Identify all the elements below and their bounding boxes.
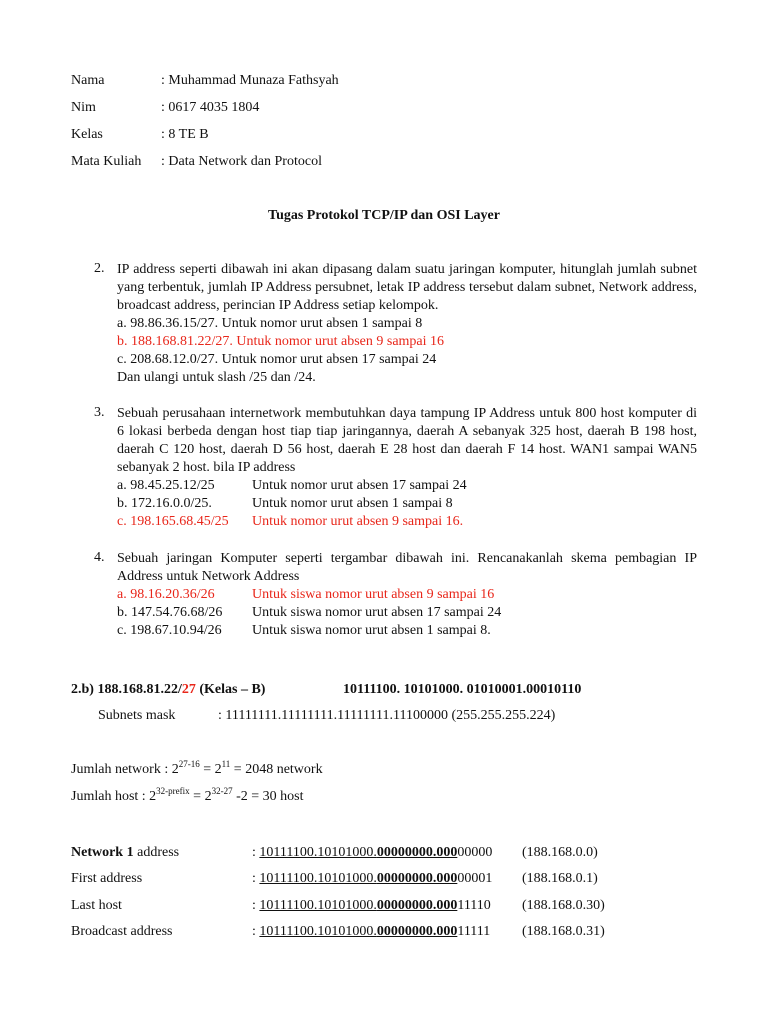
q4-option-c-ip: c. 198.67.10.94/26	[117, 623, 222, 638]
nim-label: Nim	[71, 100, 96, 115]
class-label: Kelas	[71, 127, 103, 142]
answer-heading-prefix: 27	[181, 682, 196, 697]
broadcast-address-label: Broadcast address	[71, 924, 173, 939]
colon: :	[252, 871, 260, 886]
q2-option-b: b. 188.168.81.22/27. Untuk nomor urut absen 9 sampai 16	[117, 334, 445, 349]
q2-number: 2.	[94, 261, 105, 276]
host-count	[71, 786, 304, 805]
nim-value: : 0617 4035 1804	[161, 100, 260, 115]
binary-value	[259, 871, 457, 886]
q4-text: Sebuah jaringan Komputer seperti tergambar dibawah ini. Rencanakanlah skema pembagian IP Address untuk Network Address	[117, 551, 697, 584]
binary-network-part: 10111100.10101000.	[259, 845, 377, 860]
q3-text: Sebuah perusahaan internetwork membutuhkan daya tampung IP Address untuk 800 host komputer di 6 lokasi berbeda dengan host tiap tiap jaringannya, daerah A sebanyak 325 host, daerah B 198 host, daerah C 120 host, daerah D 56 host, daerah E 28 host dan daerah F 14 host. WAN1 sampai WAN5 sebanyak 2 host. bila IP address	[117, 406, 697, 475]
address-row-value	[252, 845, 492, 861]
binary-host-part: 11111	[457, 924, 491, 939]
q4-option-b-ip: b. 147.54.76.68/26	[117, 605, 223, 620]
q2-text: IP address seperti dibawah ini akan dipasang dalam suatu jaringan komputer, hitunglah jumlah subnet yang terbentuk, jumlah IP Address persubnet, letak IP address tersebut dalam subnet, Network address, broadcast address, perincian IP Address setiap kelompok.	[117, 262, 697, 313]
address-row-label	[71, 898, 122, 914]
host-count-exp1: 32-prefix	[156, 786, 190, 796]
binary-subnet-part: 00000000.000	[376, 898, 458, 913]
q2-tail: Dan ulangi untuk slash /25 dan /24.	[117, 370, 316, 385]
subnet-mask-value: : 11111111.11111111.11111111.11100000 (255.255.255.224)	[218, 708, 556, 723]
q3-number: 3.	[94, 405, 105, 420]
q3-option-b-desc: Untuk nomor urut absen 1 sampai 8	[252, 496, 453, 511]
course-label: Mata Kuliah	[71, 154, 142, 169]
colon: :	[252, 898, 260, 913]
q2-option-a: a. 98.86.36.15/27. Untuk nomor urut absen 1 sampai 8	[117, 316, 423, 331]
q3-block	[117, 405, 697, 531]
binary-host-part: 00000	[457, 845, 493, 860]
host-count-exp2: 32-27	[211, 786, 233, 796]
first-address-label: First address	[71, 871, 143, 886]
address-row-decimal: (188.168.0.1)	[522, 871, 598, 886]
last-host-label: Last host	[71, 898, 122, 913]
course-value: : Data Network dan Protocol	[161, 154, 322, 169]
network-count-exp2: 11	[221, 759, 231, 769]
q4-option-a-desc: Untuk siswa nomor urut absen 9 sampai 16	[252, 587, 495, 602]
q4-option-a	[117, 586, 697, 604]
q3-option-c	[117, 513, 697, 531]
answer-heading	[71, 682, 265, 698]
q4-option-c-desc: Untuk siswa nomor urut absen 1 sampai 8.	[252, 623, 491, 638]
network-count-exp1: 27-16	[178, 759, 200, 769]
binary-subnet-part: 00000000.000	[376, 871, 458, 886]
network-label-rest: address	[133, 845, 180, 860]
answer-heading-ip: 2.b) 188.168.81.22/	[71, 682, 182, 697]
network-label-bold: Network 1	[71, 845, 134, 860]
name-label: Nama	[71, 73, 105, 88]
binary-subnet-part: 00000000.000	[376, 924, 458, 939]
q3-option-a-desc: Untuk nomor urut absen 17 sampai 24	[252, 478, 467, 493]
q4-option-b-desc: Untuk siswa nomor urut absen 17 sampai 24	[252, 605, 502, 620]
page-title: Tugas Protokol TCP/IP dan OSI Layer	[268, 208, 500, 223]
binary-host-part: 00001	[457, 871, 493, 886]
network-count-label: Jumlah network : 2	[71, 762, 179, 777]
address-row-decimal: (188.168.0.0)	[522, 845, 598, 860]
colon: :	[252, 924, 260, 939]
colon: :	[252, 845, 260, 860]
host-count-label: Jumlah host : 2	[71, 789, 157, 804]
address-row-value	[252, 871, 492, 887]
q3-option-b-ip: b. 172.16.0.0/25.	[117, 496, 212, 511]
q2-block	[117, 261, 697, 387]
q4-block	[117, 550, 697, 640]
network-count-result: = 2048 network	[230, 762, 323, 777]
address-row-decimal: (188.168.0.30)	[522, 898, 605, 913]
q3-option-b	[117, 495, 697, 513]
binary-subnet-part: 00000000.000	[376, 845, 458, 860]
binary-network-part: 10111100.10101000.	[259, 898, 377, 913]
address-row-value	[252, 924, 490, 940]
q3-option-a	[117, 477, 697, 495]
host-count-result: -2 = 30 host	[232, 789, 304, 804]
q2-option-c: c. 208.68.12.0/27. Untuk nomor urut absen 17 sampai 24	[117, 352, 437, 367]
q4-number: 4.	[94, 550, 105, 565]
binary-value	[259, 898, 457, 913]
host-count-mid: = 2	[189, 789, 212, 804]
q4-option-c	[117, 622, 697, 640]
binary-host-part: 11110	[457, 898, 491, 913]
binary-network-part: 10111100.10101000.	[259, 924, 377, 939]
answer-heading-binary: 10111100. 10101000. 01010001.00010110	[343, 682, 582, 697]
q3-option-a-ip: a. 98.45.25.12/25	[117, 478, 215, 493]
address-row-decimal: (188.168.0.31)	[522, 924, 605, 939]
q3-option-c-ip: c. 198.165.68.45/25	[117, 514, 229, 529]
binary-value	[259, 845, 457, 860]
answer-heading-class: (Kelas – B)	[195, 682, 266, 697]
q4-option-b	[117, 604, 697, 622]
network-count	[71, 759, 323, 778]
name-value: : Muhammad Munaza Fathsyah	[161, 73, 339, 88]
address-row-label	[71, 924, 172, 940]
binary-network-part: 10111100.10101000.	[259, 871, 377, 886]
address-row-label	[71, 871, 142, 887]
address-row-value	[252, 898, 491, 914]
class-value: : 8 TE B	[161, 127, 209, 142]
subnet-mask-label: Subnets mask	[98, 708, 176, 723]
q3-option-c-desc: Untuk nomor urut absen 9 sampai 16.	[252, 514, 464, 529]
network-count-mid: = 2	[199, 762, 222, 777]
binary-value	[259, 924, 457, 939]
address-row-label	[71, 845, 179, 861]
q4-option-a-ip: a. 98.16.20.36/26	[117, 587, 215, 602]
